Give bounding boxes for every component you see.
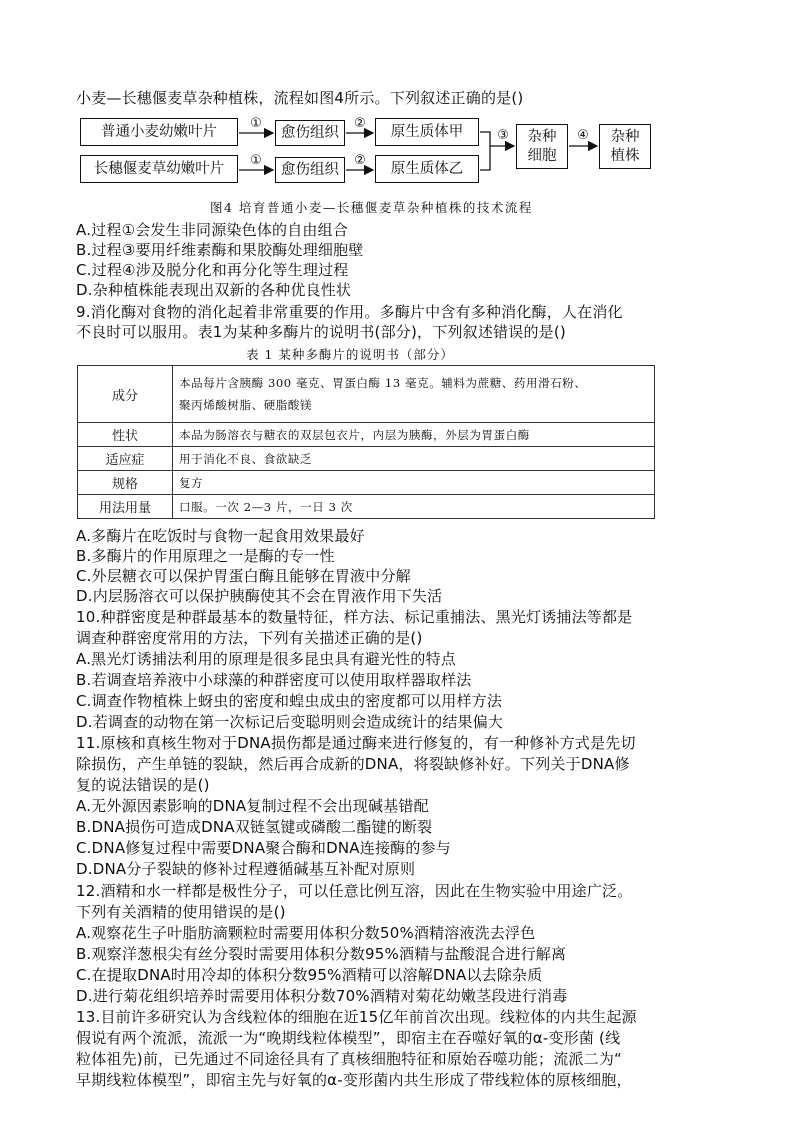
q9-option-c: C.外层糖衣可以保护胃蛋白酶且能够在胃液中分解 (76, 567, 411, 585)
q11-option-a: A.无外源因素影响的DNA复制过程不会出现碱基错配 (76, 797, 429, 815)
table-row (78, 447, 655, 471)
table-key: 性状 (78, 423, 173, 447)
q11-option-b: B.DNA损伤可造成DNA双链氢键或磷酸二酯键的断裂 (76, 818, 433, 836)
step-2-label-top: ② (354, 116, 366, 131)
step-1-label-bottom: ① (250, 153, 262, 168)
q13-stem-line-1: 13.目前许多研究认为含线粒体的细胞在近15亿年前首次出现。线粒体的内共生起源 (76, 1008, 637, 1026)
q8-option-c: C.过程④涉及脱分化和再分化等生理过程 (76, 261, 349, 279)
table-title: 表 1 某种多酶片的说明书（部分） (246, 347, 454, 362)
table-row (78, 471, 655, 495)
callus-box-1: 愈伤组织 (275, 120, 345, 146)
q11-option-d: D.DNA分子裂缺的修补过程遵循碱基互补配对原则 (76, 860, 416, 878)
flow-arrows (0, 0, 794, 220)
q12-option-b: B.观察洋葱根尖有丝分裂时需要用体积分数95%酒精与盐酸混合进行解离 (76, 945, 567, 963)
q12-option-a: A.观察花生子叶脂肪滴颗粒时需要用体积分数50%酒精溶液洗去浮色 (76, 924, 536, 942)
q11-stem-line-3: 复的说法错误的是() (76, 776, 210, 794)
q10-stem-line-1: 10.种群密度是种群最基本的数量特征，样方法、标记重捕法、黑光灯诱捕法等都是 (76, 608, 633, 626)
q10-option-c: C.调查作物植株上蚜虫的密度和蝗虫成虫的密度都可以用样方法 (76, 692, 503, 710)
table-value (173, 423, 655, 447)
table-key: 适应症 (78, 447, 173, 471)
table-value-line: 口服。一次 2—3 片，一日 3 次 (179, 499, 353, 514)
table-value-line: 用于消化不良、食欲缺乏 (179, 451, 313, 466)
q8-option-d: D.杂种植株能表现出双新的各种优良性状 (76, 281, 352, 299)
q9-stem-line-1: 9.消化酶对食物的消化起着非常重要的作用。多酶片中含有多种消化酶，人在消化 (76, 303, 623, 321)
table-value-line: 复方 (179, 475, 204, 490)
table-key: 成分 (78, 366, 173, 423)
table-value (173, 366, 655, 423)
wheatgrass-leaf-box: 长穗偃麦草幼嫩叶片 (80, 155, 238, 183)
q11-stem-line-2: 除损伤，产生单链的裂缺，然后再合成新的DNA，将裂缺修补好。下列关于DNA修 (76, 755, 630, 773)
q8-option-a: A.过程①会发生非同源染色体的自由组合 (76, 221, 349, 239)
step-3-label: ③ (497, 128, 509, 143)
table-value-line: 聚丙烯酸树脂、硬脂酸镁 (179, 398, 313, 412)
q9-option-a: A.多酶片在吃饭时与食物一起食用效果最好 (76, 527, 365, 545)
wheat-leaf-box: 普通小麦幼嫩叶片 (80, 118, 238, 146)
q12-option-c: C.在提取DNA时用冷却的体积分数95%酒精可以溶解DNA以去除杂质 (76, 966, 543, 984)
q9-option-b: B.多酶片的作用原理之一是酶的专一性 (76, 547, 335, 565)
question-8-stem: 小麦—长穗偃麦草杂种植株，流程如图4所示。下列叙述正确的是() (76, 89, 524, 107)
table-value (173, 471, 655, 495)
table-value (173, 495, 655, 519)
table-value-line: 本品为肠溶衣与糖衣的双层包衣片，内层为胰酶，外层为胃蛋白酶 (179, 427, 530, 442)
table-key: 规格 (78, 471, 173, 495)
q12-stem-line-1: 12.酒精和水一样都是极性分子，可以任意比例互溶，因此在生物实验中用途广泛。 (76, 882, 633, 900)
step-2-label-bottom: ② (354, 153, 366, 168)
table-value (173, 447, 655, 471)
q10-option-d: D.若调查的动物在第一次标记后变聪明则会造成统计的结果偏大 (76, 713, 504, 731)
q13-stem-line-2: 假说有两个流派，流派一为“晚期线粒体模型”，即宿主在吞噬好氧的α-变形菌 (线 (76, 1029, 621, 1047)
q11-stem-line-1: 11.原核和真核生物对于DNA损伤都是通过酶来进行修复的，有一种修补方式是先切 (76, 734, 636, 752)
q13-stem-line-4: 早期线粒体模型”，即宿主先与好氧的α-变形菌内共生形成了带线粒体的原核细胞， (76, 1071, 632, 1089)
protoplast-a-box: 原生质体甲 (375, 118, 479, 146)
callus-box-2: 愈伤组织 (275, 157, 345, 183)
table-row (78, 495, 655, 519)
hybrid-plant-box: 杂种植株 (599, 124, 651, 169)
table-value-line: 本品每片含胰酶 300 毫克、胃蛋白酶 13 毫克。辅料为蔗糖、药用滑石粉、 (179, 376, 587, 390)
protoplast-b-box: 原生质体乙 (375, 155, 479, 183)
merge-bracket (480, 132, 490, 170)
spec-table (77, 365, 655, 519)
step-1-label-top: ① (250, 116, 262, 131)
q12-option-d: D.进行菊花组织培养时需要用体积分数70%酒精对菊花幼嫩茎段进行消毒 (76, 987, 568, 1005)
hybrid-cell-box: 杂种细胞 (516, 124, 568, 169)
q10-stem-line-2: 调查种群密度常用的方法，下列有关描述正确的是() (76, 629, 423, 647)
step-4-label: ④ (577, 128, 589, 143)
q8-option-b: B.过程③要用纤维素酶和果胶酶处理细胞壁 (76, 241, 364, 259)
table-row (78, 423, 655, 447)
q10-option-a: A.黑光灯诱捕法利用的原理是很多昆虫具有避光性的特点 (76, 650, 456, 668)
q11-option-c: C.DNA修复过程中需要DNA聚合酶和DNA连接酶的参与 (76, 839, 451, 857)
q10-option-b: B.若调查培养液中小球藻的种群密度可以使用取样器取样法 (76, 671, 472, 689)
table-row (78, 366, 655, 423)
q9-option-d: D.内层肠溶衣可以保护胰酶使其不会在胃液作用下失活 (76, 587, 443, 605)
q12-stem-line-2: 下列有关酒精的使用错误的是() (76, 903, 286, 921)
q9-stem-line-2: 不良时可以服用。表1为某种多酶片的说明书(部分)，下列叙述错误的是() (76, 323, 566, 341)
figure-caption: 图4 培育普通小麦—长穗偃麦草杂种植株的技术流程 (210, 200, 533, 215)
table-key: 用法用量 (78, 495, 173, 519)
q13-stem-line-3: 粒体祖先)前，已先通过不同途径具有了真核细胞特征和原始吞噬功能；流派二为“ (76, 1050, 623, 1068)
